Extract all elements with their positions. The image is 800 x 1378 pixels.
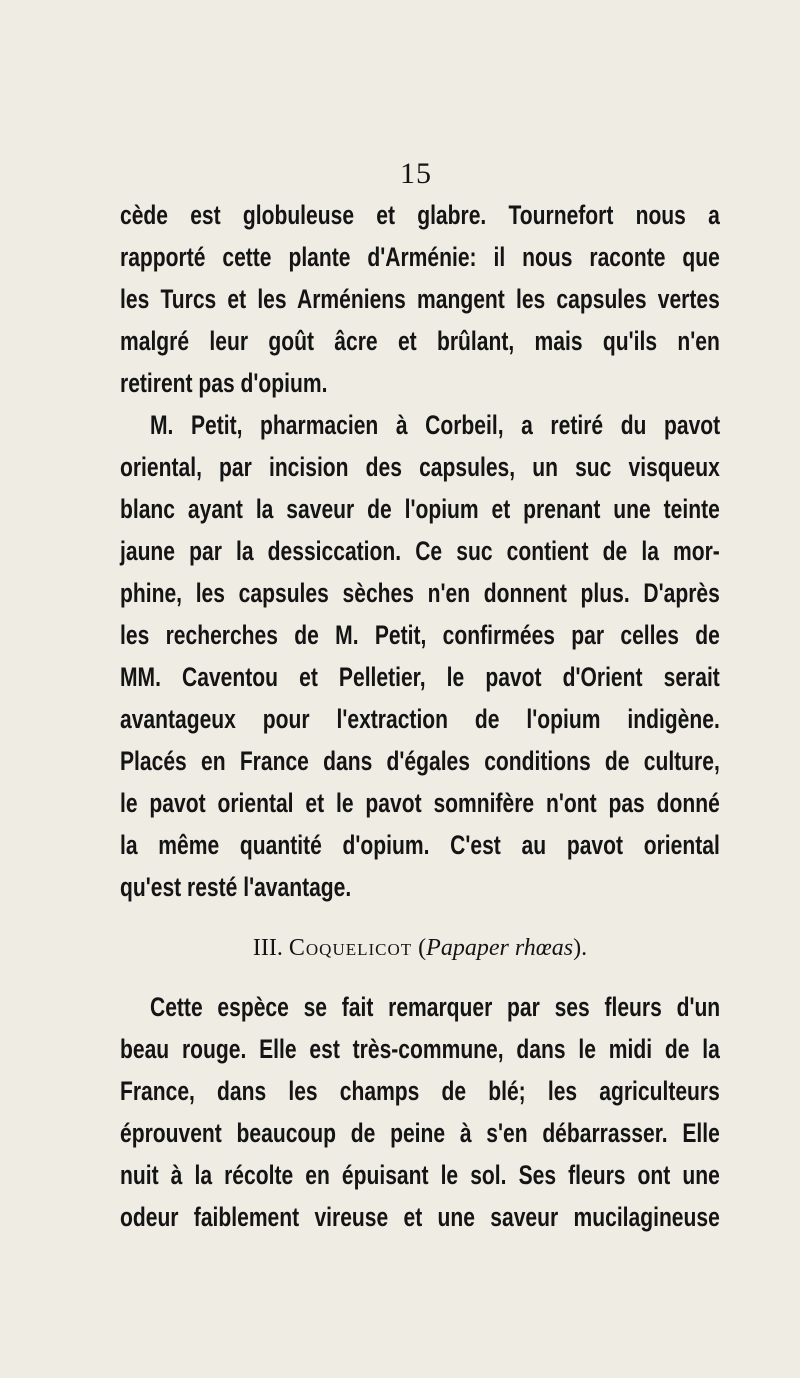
text-line: les Turcs et les Arméniens mangent les capsules vertes (120, 284, 720, 314)
text-line: retirent pas d'opium. (120, 368, 328, 398)
text-line: beau rouge. Elle est très-commune, dans le midi de la (120, 1034, 720, 1064)
text-line: Placés en France dans d'égales conditions de culture, (120, 746, 720, 776)
text-line: éprouvent beaucoup de peine à s'en débarrasser. Elle (120, 1118, 720, 1148)
text-line: le pavot oriental et le pavot somnifère n'ont pas donné (120, 788, 720, 818)
text-line: oriental, par incision des capsules, un suc visqueux (120, 452, 720, 482)
text-line: nuit à la récolte en épuisant le sol. Ses fleurs ont une (120, 1160, 720, 1190)
text-line: blanc ayant la saveur de l'opium et prenant une teinte (120, 494, 720, 524)
page-number: 15 (400, 157, 432, 190)
text-line: cède est globuleuse et glabre. Tournefort nous a (120, 200, 720, 230)
text-line: jaune par la dessiccation. Ce suc contient de la mor- (120, 536, 720, 566)
text-line: la même quantité d'opium. C'est au pavot oriental (120, 830, 720, 860)
latin-name-open: ( (418, 935, 427, 961)
text-line: Cette espèce se fait remarquer par ses fleurs d'un (150, 992, 721, 1022)
latin-name: Papaper rhœas (426, 935, 574, 961)
section-number: III. (252, 935, 283, 961)
text-line: malgré leur goût âcre et brûlant, mais qu'ils n'en (120, 326, 720, 356)
text-line: qu'est resté l'avantage. (120, 872, 352, 902)
text-line: odeur faiblement vireuse et une saveur mucilagineuse (120, 1202, 720, 1232)
section-title: Coquelicot (288, 935, 413, 961)
text-line: rapporté cette plante d'Arménie: il nous raconte que (120, 242, 720, 272)
text-line: MM. Caventou et Pelletier, le pavot d'Orient serait (120, 662, 720, 692)
text-line: les recherches de M. Petit, confirmées par celles de (120, 620, 720, 650)
text-line: M. Petit, pharmacien à Corbeil, a retiré du pavot (150, 410, 721, 440)
section-heading (120, 930, 720, 966)
text-line: avantageux pour l'extraction de l'opium indigène. (120, 704, 720, 734)
text-line: phine, les capsules sèches n'en donnent plus. D'après (120, 578, 720, 608)
text-line: France, dans les champs de blé; les agriculteurs (120, 1076, 720, 1106)
latin-name-close: ). (573, 935, 588, 961)
